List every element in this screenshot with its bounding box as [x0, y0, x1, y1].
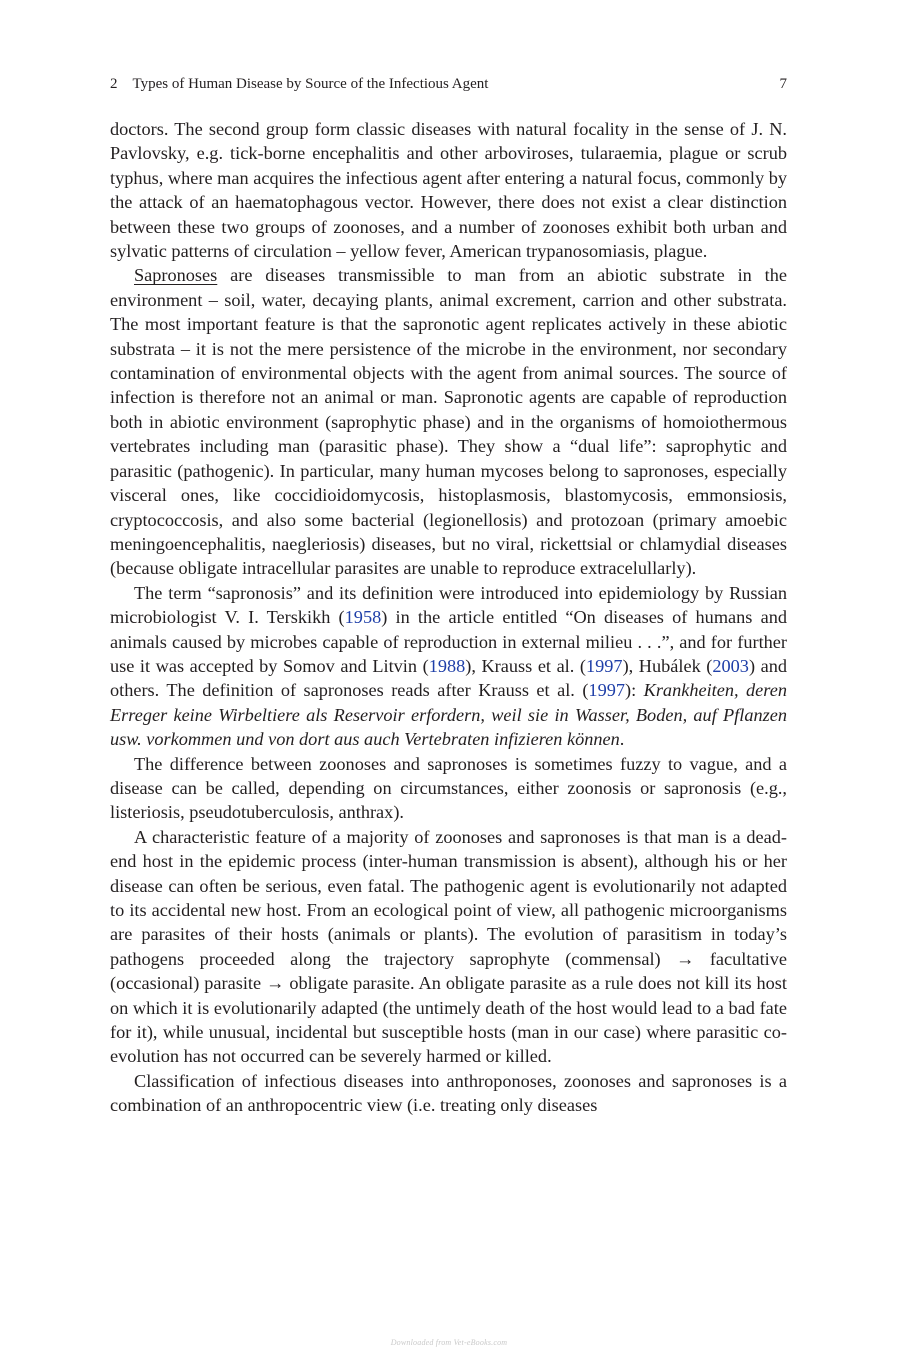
- citation-link-somov-1988[interactable]: 1988: [428, 655, 466, 676]
- citation-link-krauss-1997[interactable]: 1997: [586, 655, 623, 676]
- paragraph-3-text-3: ), Krauss et al. (: [465, 655, 586, 676]
- chapter-title: 2 Types of Human Disease by Source of the Infectious Agent: [110, 76, 489, 92]
- german-definition-quote: Krankheiten, deren Erreger keine Wirbeltiere als Reservoir erfordern, weil sie in Wasser, Boden, auf Pflanzen usw. vorkommen und von dort aus auch Vertebraten infizieren können: [110, 680, 787, 750]
- paragraph-2-text: are diseases transmissible to man from an abiotic substrate in the environment – soil, water, decaying plants, animal excrement, carrion and other substrata. The most important feature is that the sapronotic agent replicates actively in these abiotic substrata – it is not the mere persistence of the microbe in the environment, nor secondary contamination of environmental objects with the agent from animal sources. The source of infection is therefore not an animal or man. Sapronotic agents are capable of reproduction both in abiotic environment (saprophytic phase) and in the organisms of homoiothermous vertebrates including man (parasitic phase). They show a “dual life”: saprophytic and parasitic (pathogenic). In particular, many human mycoses belong to sapronoses, especially visceral ones, like coccidioidomycosis, histoplasmosis, blastomycosis, emmonsiosis, cryptococcosis, and also some bacterial (legionellosis) and protozoan (primary amoebic meningoencephalitis, naegleriosis) diseases, but no viral, rickettsial or chlamydial diseases (because obligate intracellular parasites are unable to reproduce extracelullarly).: [110, 265, 787, 579]
- paragraph-6: Classification of infectious diseases into anthroponoses, zoonoses and sapronoses is a combination of an anthropocentric view (i.e. treating only diseases: [110, 1070, 787, 1116]
- paragraph-3-text-7: .: [619, 729, 625, 750]
- paragraph-3-text-2: ) in the article entitled “On diseases of humans and animals caused by microbes capable of reproduction in external milieu . . .”, and for further use it was accepted by Somov and Litvin (: [110, 607, 788, 676]
- paragraph-3-text-1: The term “sapronosis” and its definition were introduced into epidemiology by Russian microbiologist V. I. Terskikh (: [110, 582, 787, 628]
- paragraph-3: [110, 581, 787, 752]
- citation-link-krauss-1997-b[interactable]: 1997: [588, 680, 625, 701]
- paragraph-2: [110, 263, 787, 580]
- paragraph-3-text-5: ) and others. The definition of sapronoses reads after Krauss et al. (: [110, 655, 787, 701]
- download-watermark: Downloaded from Vet-eBooks.com: [390, 1338, 508, 1347]
- page-number: 7: [779, 76, 787, 92]
- paragraph-1: doctors. The second group form classic diseases with natural focality in the sense of J. N. Pavlovsky, e.g. tick-borne encephalitis and other arboviroses, tularaemia, plague or scrub typhus, where man acquires the infectious agent after entering a natural focus, commonly by the attack of an haematophagous vector. However, there does not exist a clear distinction between these two groups of zoonoses, and a number of zoonoses exhibit both urban and sylvatic patterns of circulation – yellow fever, American trypanosomiasis, plague.: [110, 119, 787, 262]
- paragraph-3-text-6: ):: [624, 680, 644, 701]
- citation-link-hubalek-2003[interactable]: 2003: [712, 655, 749, 676]
- citation-link-terskikh-1958[interactable]: 1958: [344, 607, 382, 628]
- paragraph-4: The difference between zoonoses and sapronoses is sometimes fuzzy to vague, and a disease can be called, depending on circumstances, either zoonosis or sapronosis (e.g., listeriosis, pseudotuberculosis, anthrax).: [110, 753, 787, 823]
- paragraph-5: A characteristic feature of a majority of zoonoses and sapronoses is that man is a dead-end host in the epidemic process (inter-human transmission is absent), although his or her disease can often be serious, even fatal. The pathogenic agent is evolutionarily not adapted to its accidental new host. From an ecological point of view, all pathogenic microorganisms are parasites of their hosts (animals or plants). The evolution of parasitism in today’s pathogens proceeded along the trajectory saprophyte (commensal) → facultative (occasional) parasite → obligate parasite. An obligate parasite as a rule does not kill its host on which it is evolutionarily adapted (the untimely death of the host would lead to a bad fate for it), while unusual, incidental but susceptible hosts (man in our case) where parasitic co-evolution has not occurred can be severely harmed or killed.: [110, 826, 787, 1067]
- body-text: [110, 117, 787, 1118]
- paragraph-3-text-4: ), Hubálek (: [622, 655, 713, 676]
- term-sapronoses: Sapronoses: [134, 265, 218, 286]
